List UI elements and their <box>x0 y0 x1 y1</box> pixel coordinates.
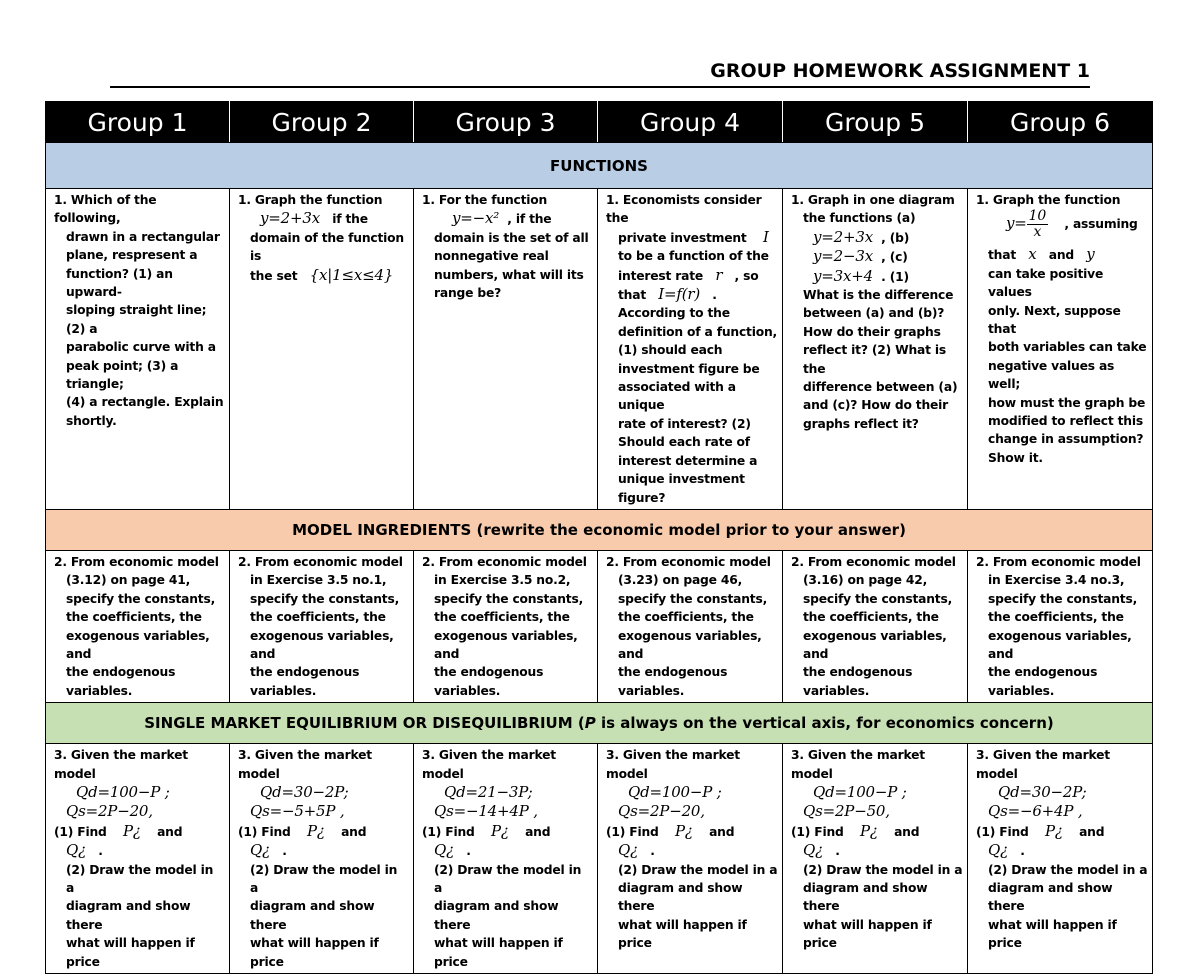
supply-equation: Qs=−6+4P , <box>988 802 1083 821</box>
text-span: that <box>988 248 1017 263</box>
text-line: According to the <box>618 306 730 321</box>
text-line: domain of the function is <box>250 230 404 264</box>
model-group-6 <box>968 550 1153 702</box>
text-line: what will happen if price <box>434 936 563 969</box>
text-line: 3. Given the market model <box>976 748 1110 781</box>
text-line: 3. Given the market model <box>238 748 372 781</box>
text-line: (2) Draw the model in a <box>803 862 963 877</box>
text-line: the endogenous <box>803 665 913 680</box>
text-line: between (a) and (b)? <box>803 306 945 321</box>
text-line: difference between (a) <box>803 380 958 395</box>
functions-group-2 <box>230 189 414 510</box>
equilibrium-quantity: Q¿ <box>434 841 454 860</box>
equilibrium-quantity: Q¿ <box>988 841 1008 860</box>
text-line: what will happen if price <box>988 917 1117 951</box>
equilibrium-quantity: Q¿ <box>618 841 638 860</box>
text-line: exogenous variables, and <box>434 628 578 661</box>
document-title: GROUP HOMEWORK ASSIGNMENT 1 <box>110 58 1090 88</box>
fraction-numerator: 10 <box>1028 208 1047 225</box>
text-span: and <box>157 824 183 839</box>
text-line: what will happen if price <box>66 936 195 969</box>
model-row <box>46 550 1153 702</box>
text-span: , assuming <box>1064 217 1138 232</box>
text-line: range be? <box>434 286 502 301</box>
text-span: private investment <box>618 230 747 245</box>
text-line: 3. Given the market model <box>791 748 925 781</box>
supply-equation: Qs=2P−50, <box>803 802 890 821</box>
text-span: (1) Find <box>976 824 1029 839</box>
supply-equation: Qs=−5+5P , <box>250 802 345 821</box>
text-line: What is the difference <box>803 288 954 303</box>
text-line: Show it. <box>988 450 1043 465</box>
text-span: (1) Find <box>422 824 475 839</box>
text-line: how must the graph be <box>988 395 1146 410</box>
text-line: specify the constants, <box>434 591 584 606</box>
text-span: , (c) <box>881 250 908 265</box>
assignment-table <box>45 101 1153 974</box>
text-span: interest rate <box>618 268 704 283</box>
text-line: both variables can take <box>988 340 1147 355</box>
equilibrium-price: P¿ <box>490 821 509 840</box>
model-group-5 <box>783 550 968 702</box>
equation: y=−x² <box>452 209 500 228</box>
text-line: function? (1) an upward- <box>66 266 173 300</box>
text-line: figure? <box>618 490 666 505</box>
text-line: exogenous variables, and <box>66 628 210 661</box>
text-line: modified to reflect this <box>988 414 1143 429</box>
equilibrium-price: P¿ <box>1044 821 1063 840</box>
text-line: 3. Given the market model <box>54 748 188 781</box>
text-line: the coefficients, the <box>988 610 1124 625</box>
equilibrium-price: P¿ <box>859 821 878 840</box>
equilibrium-quantity: Q¿ <box>250 841 270 860</box>
text-line: variables. <box>66 683 133 698</box>
section-text: SINGLE MARKET EQUILIBRIUM OR DISEQUILIBRIUM ( <box>144 714 585 733</box>
text-line: 1. Which of the following, <box>54 193 157 226</box>
text-line: only. Next, suppose that <box>988 303 1121 337</box>
model-group-4 <box>598 550 783 702</box>
text-line: nonnegative real <box>434 249 549 264</box>
text-line: drawn in a rectangular <box>66 229 220 244</box>
section-market-equilibrium <box>46 703 1153 744</box>
text-line: 2. From economic model <box>422 554 587 569</box>
text-line: unique investment <box>618 472 745 487</box>
text-line: diagram and show there <box>66 899 191 932</box>
text-span: that <box>618 288 647 303</box>
text-line: exogenous variables, and <box>250 628 394 661</box>
group-header-6: Group 6 <box>968 102 1153 143</box>
text-line: plane, respresent a <box>66 248 198 263</box>
text-line: definition of a function, <box>618 324 778 339</box>
text-line: (3.23) on page 46, <box>618 573 743 588</box>
text-span: . <box>650 844 655 859</box>
text-line: what will happen if price <box>250 936 379 969</box>
group-header-4: Group 4 <box>598 102 783 143</box>
text-line: (2) Draw the model in a <box>250 862 398 895</box>
text-line: (4) a rectangle. Explain <box>66 395 224 410</box>
text-line: domain is the set of all <box>434 230 589 245</box>
text-span: . <box>712 288 717 303</box>
market-group-6 <box>968 744 1153 974</box>
text-line: Should each rate of <box>618 435 750 450</box>
text-line: the coefficients, the <box>66 610 202 625</box>
text-line: in Exercise 3.5 no.1, <box>250 573 387 588</box>
text-line: 1. Graph in one diagram <box>791 193 955 207</box>
supply-equation: Qs=2P−20, <box>618 802 705 821</box>
text-line: diagram and show there <box>250 899 375 932</box>
section-model-ingredients: MODEL INGREDIENTS (rewrite the economic model prior to your answer) <box>46 509 1153 550</box>
functions-group-1 <box>46 189 230 510</box>
text-line: in Exercise 3.5 no.2, <box>434 573 571 588</box>
equilibrium-quantity: Q¿ <box>66 841 86 860</box>
text-span: . <box>835 844 840 859</box>
set-notation: {x|1≤x≤4} <box>309 265 394 284</box>
text-line: in Exercise 3.4 no.3, <box>988 573 1125 588</box>
text-line: 2. From economic model <box>976 554 1141 569</box>
text-span: . (1) <box>881 269 909 284</box>
text-line: 2. From economic model <box>238 554 403 569</box>
equation: y=2−3x <box>813 247 873 266</box>
text-line: the coefficients, the <box>250 610 386 625</box>
equilibrium-price: P¿ <box>674 821 693 840</box>
group-header-2: Group 2 <box>230 102 414 143</box>
text-line: exogenous variables, and <box>803 628 947 661</box>
text-span: (1) Find <box>238 824 291 839</box>
text-line: what will happen if price <box>618 917 747 951</box>
functions-group-3 <box>414 189 598 510</box>
text-line: interest determine a <box>618 453 758 468</box>
text-line: How do their graphs <box>803 324 941 339</box>
text-line: (2) Draw the model in a <box>618 862 778 877</box>
text-line: variables. <box>434 683 501 698</box>
variable: I <box>762 227 769 246</box>
text-line: specify the constants, <box>988 591 1138 606</box>
text-span: , if the <box>507 212 552 227</box>
text-line: 2. From economic model <box>54 554 219 569</box>
text-span: and <box>709 824 735 839</box>
text-line: numbers, what will its <box>434 267 584 282</box>
text-line: (3.12) on page 41, <box>66 573 191 588</box>
text-span: and <box>341 824 367 839</box>
supply-equation: Qs=2P−20, <box>66 802 153 821</box>
text-line: variables. <box>250 683 317 698</box>
market-group-4 <box>598 744 783 974</box>
text-line: diagram and show there <box>618 881 743 914</box>
text-line: 1. For the function <box>422 193 548 207</box>
text-line: the coefficients, the <box>803 610 939 625</box>
text-span: . <box>282 844 287 859</box>
text-line: and (c)? How do their <box>803 398 949 413</box>
text-line: the coefficients, the <box>618 610 754 625</box>
text-line: the endogenous <box>66 665 176 680</box>
text-line: negative values as well; <box>988 358 1115 392</box>
functions-row <box>46 189 1153 510</box>
text-line: (2) Draw the model in a <box>988 862 1148 877</box>
model-group-1 <box>46 550 230 702</box>
demand-equation: Qd=100−P ; <box>76 782 170 801</box>
group-header-5: Group 5 <box>783 102 968 143</box>
section-functions: FUNCTIONS <box>46 143 1153 189</box>
functions-group-6 <box>968 189 1153 510</box>
variable: x <box>1028 245 1037 264</box>
market-group-3 <box>414 744 598 974</box>
text-span: if the <box>332 212 368 227</box>
variable: r <box>715 265 723 284</box>
text-line: (2) Draw the model in a <box>434 862 582 895</box>
market-row <box>46 744 1153 974</box>
functions-group-5 <box>783 189 968 510</box>
fraction <box>1027 209 1048 240</box>
text-span: . <box>98 844 103 859</box>
text-line: peak point; (3) a triangle; <box>66 358 179 392</box>
equilibrium-price: P¿ <box>122 821 141 840</box>
market-group-1 <box>46 744 230 974</box>
text-span: and <box>1048 248 1075 263</box>
text-span: . <box>466 844 471 859</box>
equation: y=3x+4 <box>813 266 873 285</box>
equilibrium-quantity: Q¿ <box>803 841 823 860</box>
text-line: rate of interest? (2) <box>618 416 751 431</box>
text-span: , so <box>734 268 759 283</box>
text-line: the endogenous <box>618 665 728 680</box>
text-line: 1. Graph the function <box>238 193 383 207</box>
text-line: to be a function of the <box>618 249 769 264</box>
text-span: . <box>1020 844 1025 859</box>
text-line: reflect it? (2) What is the <box>803 343 947 376</box>
text-line: the functions (a) <box>803 211 916 226</box>
text-line: specify the constants, <box>250 591 400 606</box>
text-line: investment figure be <box>618 361 760 376</box>
model-group-2 <box>230 550 414 702</box>
text-line: what will happen if price <box>803 917 932 951</box>
demand-equation: Qd=30−2P; <box>260 782 349 801</box>
text-line: the endogenous <box>250 665 360 680</box>
text-line: (3.16) on page 42, <box>803 573 928 588</box>
text-span: and <box>525 824 551 839</box>
equation: I=f(r) <box>658 285 700 304</box>
text-span: (1) Find <box>606 824 659 839</box>
text-line: 3. Given the market model <box>422 748 556 781</box>
text-line: (1) should each <box>618 343 723 358</box>
demand-equation: Qd=30−2P; <box>998 782 1087 801</box>
demand-equation: Qd=100−P ; <box>628 782 722 801</box>
model-group-3 <box>414 550 598 702</box>
text-line: variables. <box>988 683 1055 698</box>
text-line: the endogenous <box>434 665 544 680</box>
fraction-denominator: x <box>1033 224 1042 241</box>
text-line: diagram and show there <box>434 899 559 932</box>
group-header-1: Group 1 <box>46 102 230 143</box>
demand-equation: Qd=100−P ; <box>813 782 907 801</box>
equation: y=2+3x <box>813 227 873 246</box>
group-header-3: Group 3 <box>414 102 598 143</box>
text-line: shortly. <box>66 413 117 428</box>
text-line: exogenous variables, and <box>618 628 762 661</box>
text-line: specify the constants, <box>66 591 216 606</box>
text-line: the endogenous <box>988 665 1098 680</box>
text-span: , (b) <box>881 230 910 245</box>
functions-group-4 <box>598 189 783 510</box>
text-line: variables. <box>618 683 685 698</box>
demand-equation: Qd=21−3P; <box>444 782 533 801</box>
text-line: diagram and show there <box>988 881 1113 914</box>
text-line: variables. <box>803 683 870 698</box>
text-line: parabolic curve with a <box>66 340 216 355</box>
text-line: 3. Given the market model <box>606 748 740 781</box>
text-line: graphs reflect it? <box>803 416 919 431</box>
equation-lhs: y= <box>1006 214 1027 233</box>
text-line: 2. From economic model <box>791 554 956 569</box>
equilibrium-price: P¿ <box>306 821 325 840</box>
text-line: can take positive values <box>988 266 1104 300</box>
text-span: and <box>894 824 920 839</box>
section-text: is always on the vertical axis, for economics concern) <box>595 714 1054 733</box>
market-group-5 <box>783 744 968 974</box>
text-line: (2) Draw the model in a <box>66 862 214 895</box>
text-line: exogenous variables, and <box>988 628 1132 661</box>
text-line: specify the constants, <box>618 591 768 606</box>
group-header-row <box>46 102 1153 143</box>
market-group-2 <box>230 744 414 974</box>
text-line: 2. From economic model <box>606 554 771 569</box>
text-line: associated with a unique <box>618 380 736 413</box>
text-line: 1. Graph the function <box>976 193 1121 207</box>
text-line: diagram and show there <box>803 881 928 914</box>
supply-equation: Qs=−14+4P , <box>434 802 538 821</box>
text-line: sloping straight line; (2) a <box>66 303 207 336</box>
section-variable: P <box>584 714 596 733</box>
equation: y=2+3x <box>260 209 320 228</box>
text-line: change in assumption? <box>988 432 1144 447</box>
text-span: the set <box>250 268 298 283</box>
text-line: 1. Economists consider the <box>606 193 762 226</box>
variable: y <box>1086 245 1095 264</box>
text-span: and <box>1079 824 1105 839</box>
text-line: specify the constants, <box>803 591 953 606</box>
text-line: the coefficients, the <box>434 610 570 625</box>
text-span: (1) Find <box>791 824 844 839</box>
text-span: (1) Find <box>54 824 107 839</box>
